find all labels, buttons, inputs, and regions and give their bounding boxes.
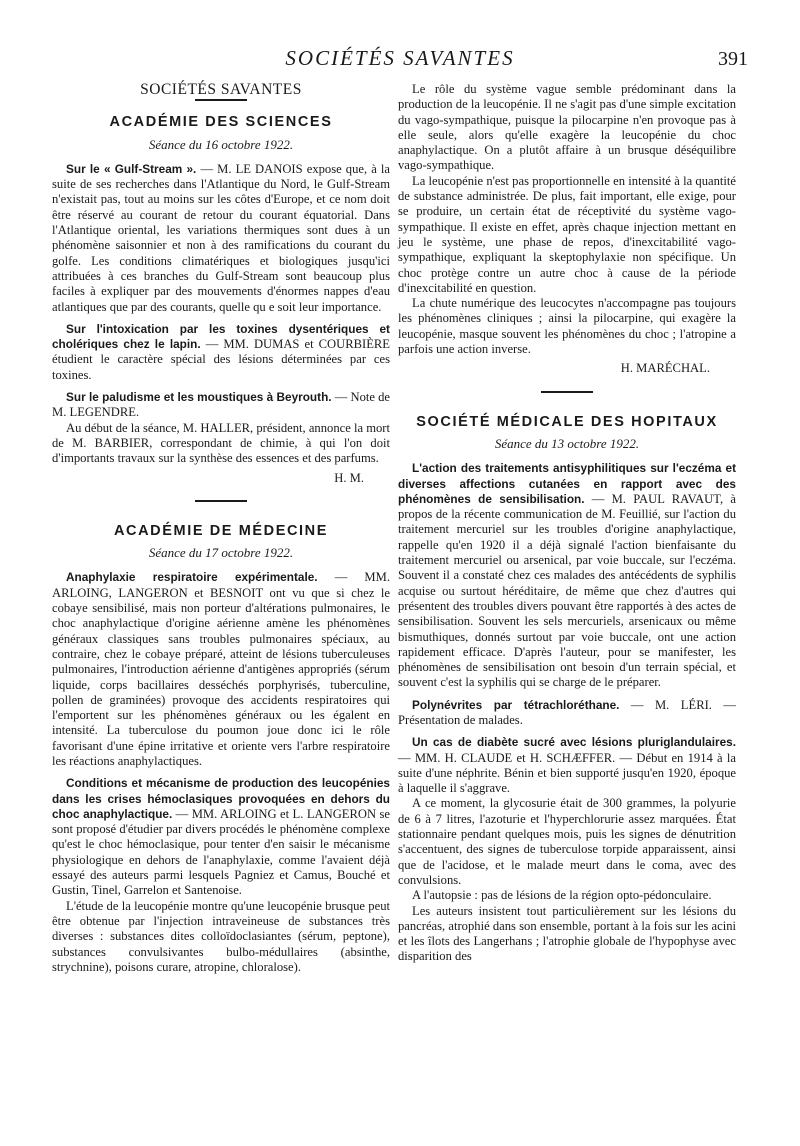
page-header [0,40,800,80]
signature: H. MARÉCHAL. [620,361,710,376]
section-title: SOCIÉTÉS SAVANTES [140,81,302,98]
continued-paragraph: La leucopénie n'est pas proportionnelle en intensité à la quantité de substance administrée. De plus, fait important, elle exige, pour se produire, un certain état de réceptivité du système vago-sympathique. Il existe en effet, après chaque injection mettant en jeu le système, une phase de repos, d'inexcitabilité vago-sympathique, expliquant la skeptophylaxie non spécifique. Un choc protège contre un autre choc à cause de la période d'inexcitabilité en question. [398,173,736,295]
paludisme-text: — Note de M. LEGENDRE. [52,390,390,420]
diabete-title: Un cas de diabète sucré avec lésions pluriglandulaires. [412,735,736,750]
societe-medicale-heading: SOCIÉTÉ MÉDICALE DES HOPITAUX [416,413,718,430]
diabete-paragraph: Les auteurs insistent tout particulièrement sur les lésions du pancréas, atrophié dans son ensemble, portant à la fois sur les acini et les îlots des Langerhans ; l'atrophie globale de l'hypophyse avec disparition des [398,903,736,964]
polynevrites-text: — M. LÉRI. — Présentation de malades. [398,697,736,727]
left-column [52,82,390,982]
paludisme-title: Sur le paludisme et les moustiques à Beyrouth. [66,390,332,405]
section-rule [541,391,593,393]
section-rule [195,99,247,101]
diabete-text: — MM. H. CLAUDE et H. SCHÆFFER. — Début en 1914 à la suite d'une néphrite. Bénin et bien supporté jusqu'en 1920, époque à laquelle il s'aggrave. [398,750,736,796]
continued-paragraph: Le rôle du système vague semble prédominant dans la production de la leucopénie. Il ne s'agit pas d'une simple excitation du vago-sympathique, puisque la pilocarpine n'en provoque pas à elle seule, alors qu'elle exagère la leucopénie du choc anaphylactique. On a plutôt affaire à un brusque déséquilibre vago-sympathique. [398,82,736,173]
polynevrites-title: Polynévrites par tétrachloréthane. [412,697,620,712]
diabete-paragraph: A ce moment, la glycosurie était de 300 grammes, la polyurie de 6 à 7 litres, l'azoturie et l'hyperchlorurie assez marquées. État stationnaire pendant quelques mois, puis les signes de dénutrition s'accentuent, des signes de tuberculose torpide apparaissent, ainsi que de l'acidose, et le malade meurt dans le coma, avec des convulsions. [398,796,736,887]
leucopenie-entry [52,776,390,975]
page-number: 391 [718,48,748,70]
gulf-stream-entry [52,162,390,315]
anaphylaxie-title: Anaphylaxie respiratoire expérimentale. [66,570,318,585]
eczema-title: L'action des traitements antisyphilitiques sur l'eczéma et diverses affections cutanées en rapport avec des phénomènes de sensibilisation. [398,461,736,506]
academie-medecine-heading: ACADÉMIE DE MÉDECINE [113,522,329,539]
intoxication-entry [52,322,390,383]
academie-sciences-session: Séance du 16 octobre 1922. [148,136,294,152]
societe-medicale-session: Séance du 13 octobre 1922. [494,435,640,451]
diabete-entry [398,735,736,964]
polynevrites-entry [398,698,736,729]
section-rule [195,500,247,502]
eczema-entry [398,461,736,690]
intoxication-text: — MM. DUMAS et COURBIÈRE étudient le caractère spécial des lésions déterminées par ces toxines. [52,337,390,382]
right-column [398,82,736,972]
anaphylaxie-entry [52,570,390,769]
diabete-paragraph: A l'autopsie : pas de lésions de la région opto-pédonculaire. [412,888,712,903]
running-title: SOCIÉTÉS SAVANTES [285,46,515,70]
paludisme-entry [52,390,390,486]
gulf-stream-title: Sur le « Gulf-Stream ». [66,161,197,176]
leucopenie-title: Conditions et mécanisme de production des leucopénies dans les crises hémoclasiques provoquées en dehors du choc anaphylactique. [52,776,390,821]
closing-paragraph: Au début de la séance, M. HALLER, président, annonce la mort de M. BARBIER, correspondant de chimie, à qui l'on doit d'importants travaux sur la synthèse des essences et des parfums. [52,420,390,466]
intoxication-title: Sur l'intoxication par les toxines dysentériques et cholériques chez le lapin. [52,321,390,352]
signature: H. M. [334,470,364,485]
academie-sciences-heading: ACADÉMIE DES SCIENCES [109,114,333,131]
academie-medecine-session: Séance du 17 octobre 1922. [148,545,294,561]
eczema-text: — M. PAUL RAVAUT, à propos de la récente communication de M. Feuillié, sur l'action du traitement mercuriel sur les troubles d'origine anaphylactique, rappelle qu'en 1920 il a déjà signalé l'action bienfaisante du traitement mercuriel ou arsenical, par voie buccale, sur l'eczéma. Souvent il a constaté chez ces malades des antécédents de syphilis acquise ou surtout héréditaire, de même que chez d'autres qui présentent des troubles divers pouvant être rapportés à des actes de sensibilisation. Souvent les sels mercuriels, arsenicaux ou même bismuthiques, donnés surtout par voie buccale, ont une action rapidement efficace. D'après l'auteur, pour se manifester, les phénomènes de sensibilisation ont besoin d'un terrain spécial, et souvent c'est la syphilis qui se charge de le préparer. [398,491,736,690]
continued-paragraph: La chute numérique des leucocytes n'accompagne pas toujours les phénomènes cliniques ; ainsi la pilocarpine, qui exagère la leucopénie, masque souvent les phénomènes du choc ; l'atropine a parfois une action inverse. [398,296,736,357]
anaphylaxie-text: — MM. ARLOING, LANGERON et BESNOIT ont vu que si chez le cobaye sensibilisé, mais non porteur d'altérations pulmonaires, le choc anaphylactique d'origine aérienne amène les phénomènes généraux classiques sans troubles pulmonaires spéciaux, au contraire, chez le cobaye préparé, atteint de lésions tuberculeuses pulmonaires, l'introduction aérienne d'antigènes appropriés (sérum liquide, corps bacillaires desséchés porphyrisés, tuberculine, pollen de graminées) provoque des accidents respiratoires qui l'emportent sur les phénomènes généraux ou les égalent en intensité. La tuberculose du poumon joue donc ici le rôle favorisant d'une épine irritative et oriente vers l'arbre respiratoire les réactions anaphylactiques. [52,570,390,768]
gulf-stream-text: — M. LE DANOIS expose que, à la suite de ses recherches dans l'Atlantique du Nord, le Gulf-Stream n'existait pas, tout au moins sur les côtes d'Europe, et ce nom doit être réservé au courant de retour du courant équatorial. Dans l'Atlantique oriental, les variations thermiques sont dues à un phénomène saisonnier et non à des ramifications du courant du golfe. Les conditions climatériques et biologiques jusqu'ici attribuées à ces branches du Gulf-Stream sont beaucoup plus faciles à expliquer par des mouvements d'énormes nappes d'eau atlantiques que par des courants, quelle qu e soit leur importance. [52,161,390,314]
leucopenie-text: — MM. ARLOING et L. LANGERON se sont proposé d'étudier par divers procédés le phénomène complexe qu'est le choc hémoclasique, pour tenter d'en saisir le mécanisme physiologique en dehors de l'anaphylaxie, comme l'avaient déjà essayé des auteurs parmi lesquels Pagniez et Camus, Bouché et Gustin, Tinel, Garrelon et Santenoise. [52,806,390,898]
leucopenie-paragraph: L'étude de la leucopénie montre qu'une leucopénie brusque peut être obtenue par l'injection intraveineuse de substances très diverses : substances dites colloïdoclasiantes (sérum, peptone), substances convulsivantes bulbo-médullaires (absinthe, strychnine), poisons curare, atropine, chloralose). [52,898,390,974]
